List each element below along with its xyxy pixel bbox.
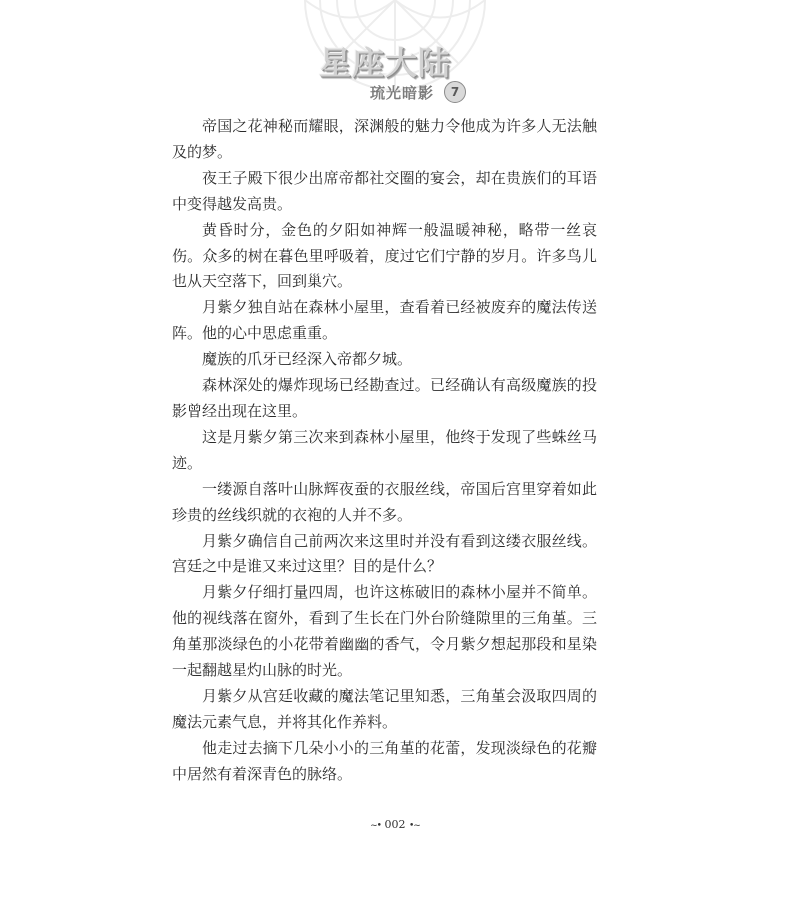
paragraph: 魔族的爪牙已经深入帝都夕城。 — [202, 350, 413, 369]
paragraph: 月紫夕从宫廷收藏的魔法笔记里知悉，三角堇会汲取四周的魔法元素气息，并将其化作养料。 — [172, 686, 597, 731]
footer-right-ornament: •~ — [409, 821, 420, 831]
paragraph: 他走过去摘下几朵小小的三角堇的花蕾，发现淡绿色的花瓣中居然有着深青色的脉络。 — [172, 738, 597, 783]
paragraph: 一缕源自落叶山脉辉夜蚕的衣服丝线，帝国后宫里穿着如此珍贵的丝线织就的衣袍的人并不多。 — [172, 479, 597, 524]
page-footer — [0, 818, 790, 831]
paragraph: 月紫夕独自站在森林小屋里，查看着已经被废弃的魔法传送阵。他的心中思虑重重。 — [172, 298, 597, 343]
body-text — [172, 114, 597, 788]
footer-left-ornament: ~• — [370, 821, 381, 831]
paragraph: 这是月紫夕第三次来到森林小屋里，他终于发现了些蛛丝马迹。 — [172, 427, 597, 472]
book-subtitle: 琉光暗影 — [370, 83, 435, 102]
volume-badge: 7 — [444, 81, 466, 103]
paragraph: 黄昏时分，金色的夕阳如神辉一般温暖神秘，略带一丝哀伤。众多的树在暮色里呼吸着，度过它们宁静的岁月。许多鸟儿也从天空落下，回到巢穴。 — [172, 220, 597, 291]
series-title: 星座大陆 — [318, 44, 451, 82]
subtitle-row — [370, 80, 466, 104]
paragraph: 月紫夕确信自己前两次来这里时并没有看到这缕衣服丝线。宫廷之中是谁又来过这里？目的是什么？ — [172, 531, 597, 576]
page-number: 002 — [384, 818, 406, 831]
book-header — [0, 0, 790, 120]
paragraph: 帝国之花神秘而耀眼，深渊般的魅力令他成为许多人无法触及的梦。 — [172, 117, 597, 161]
paragraph: 森林深处的爆炸现场已经勘查过。已经确认有高级魔族的投影曾经出现在这里。 — [172, 376, 597, 420]
paragraph: 月紫夕仔细打量四周，也许这栋破旧的森林小屋并不简单。他的视线落在窗外，看到了生长在门外台阶缝隙里的三角堇。三角堇那淡绿色的小花带着幽幽的香气，令月紫夕想起那段和星染一起翻越星灼山脉的时光。 — [172, 583, 597, 680]
paragraph: 夜王子殿下很少出席帝都社交圈的宴会，却在贵族们的耳语中变得越发高贵。 — [172, 168, 597, 213]
